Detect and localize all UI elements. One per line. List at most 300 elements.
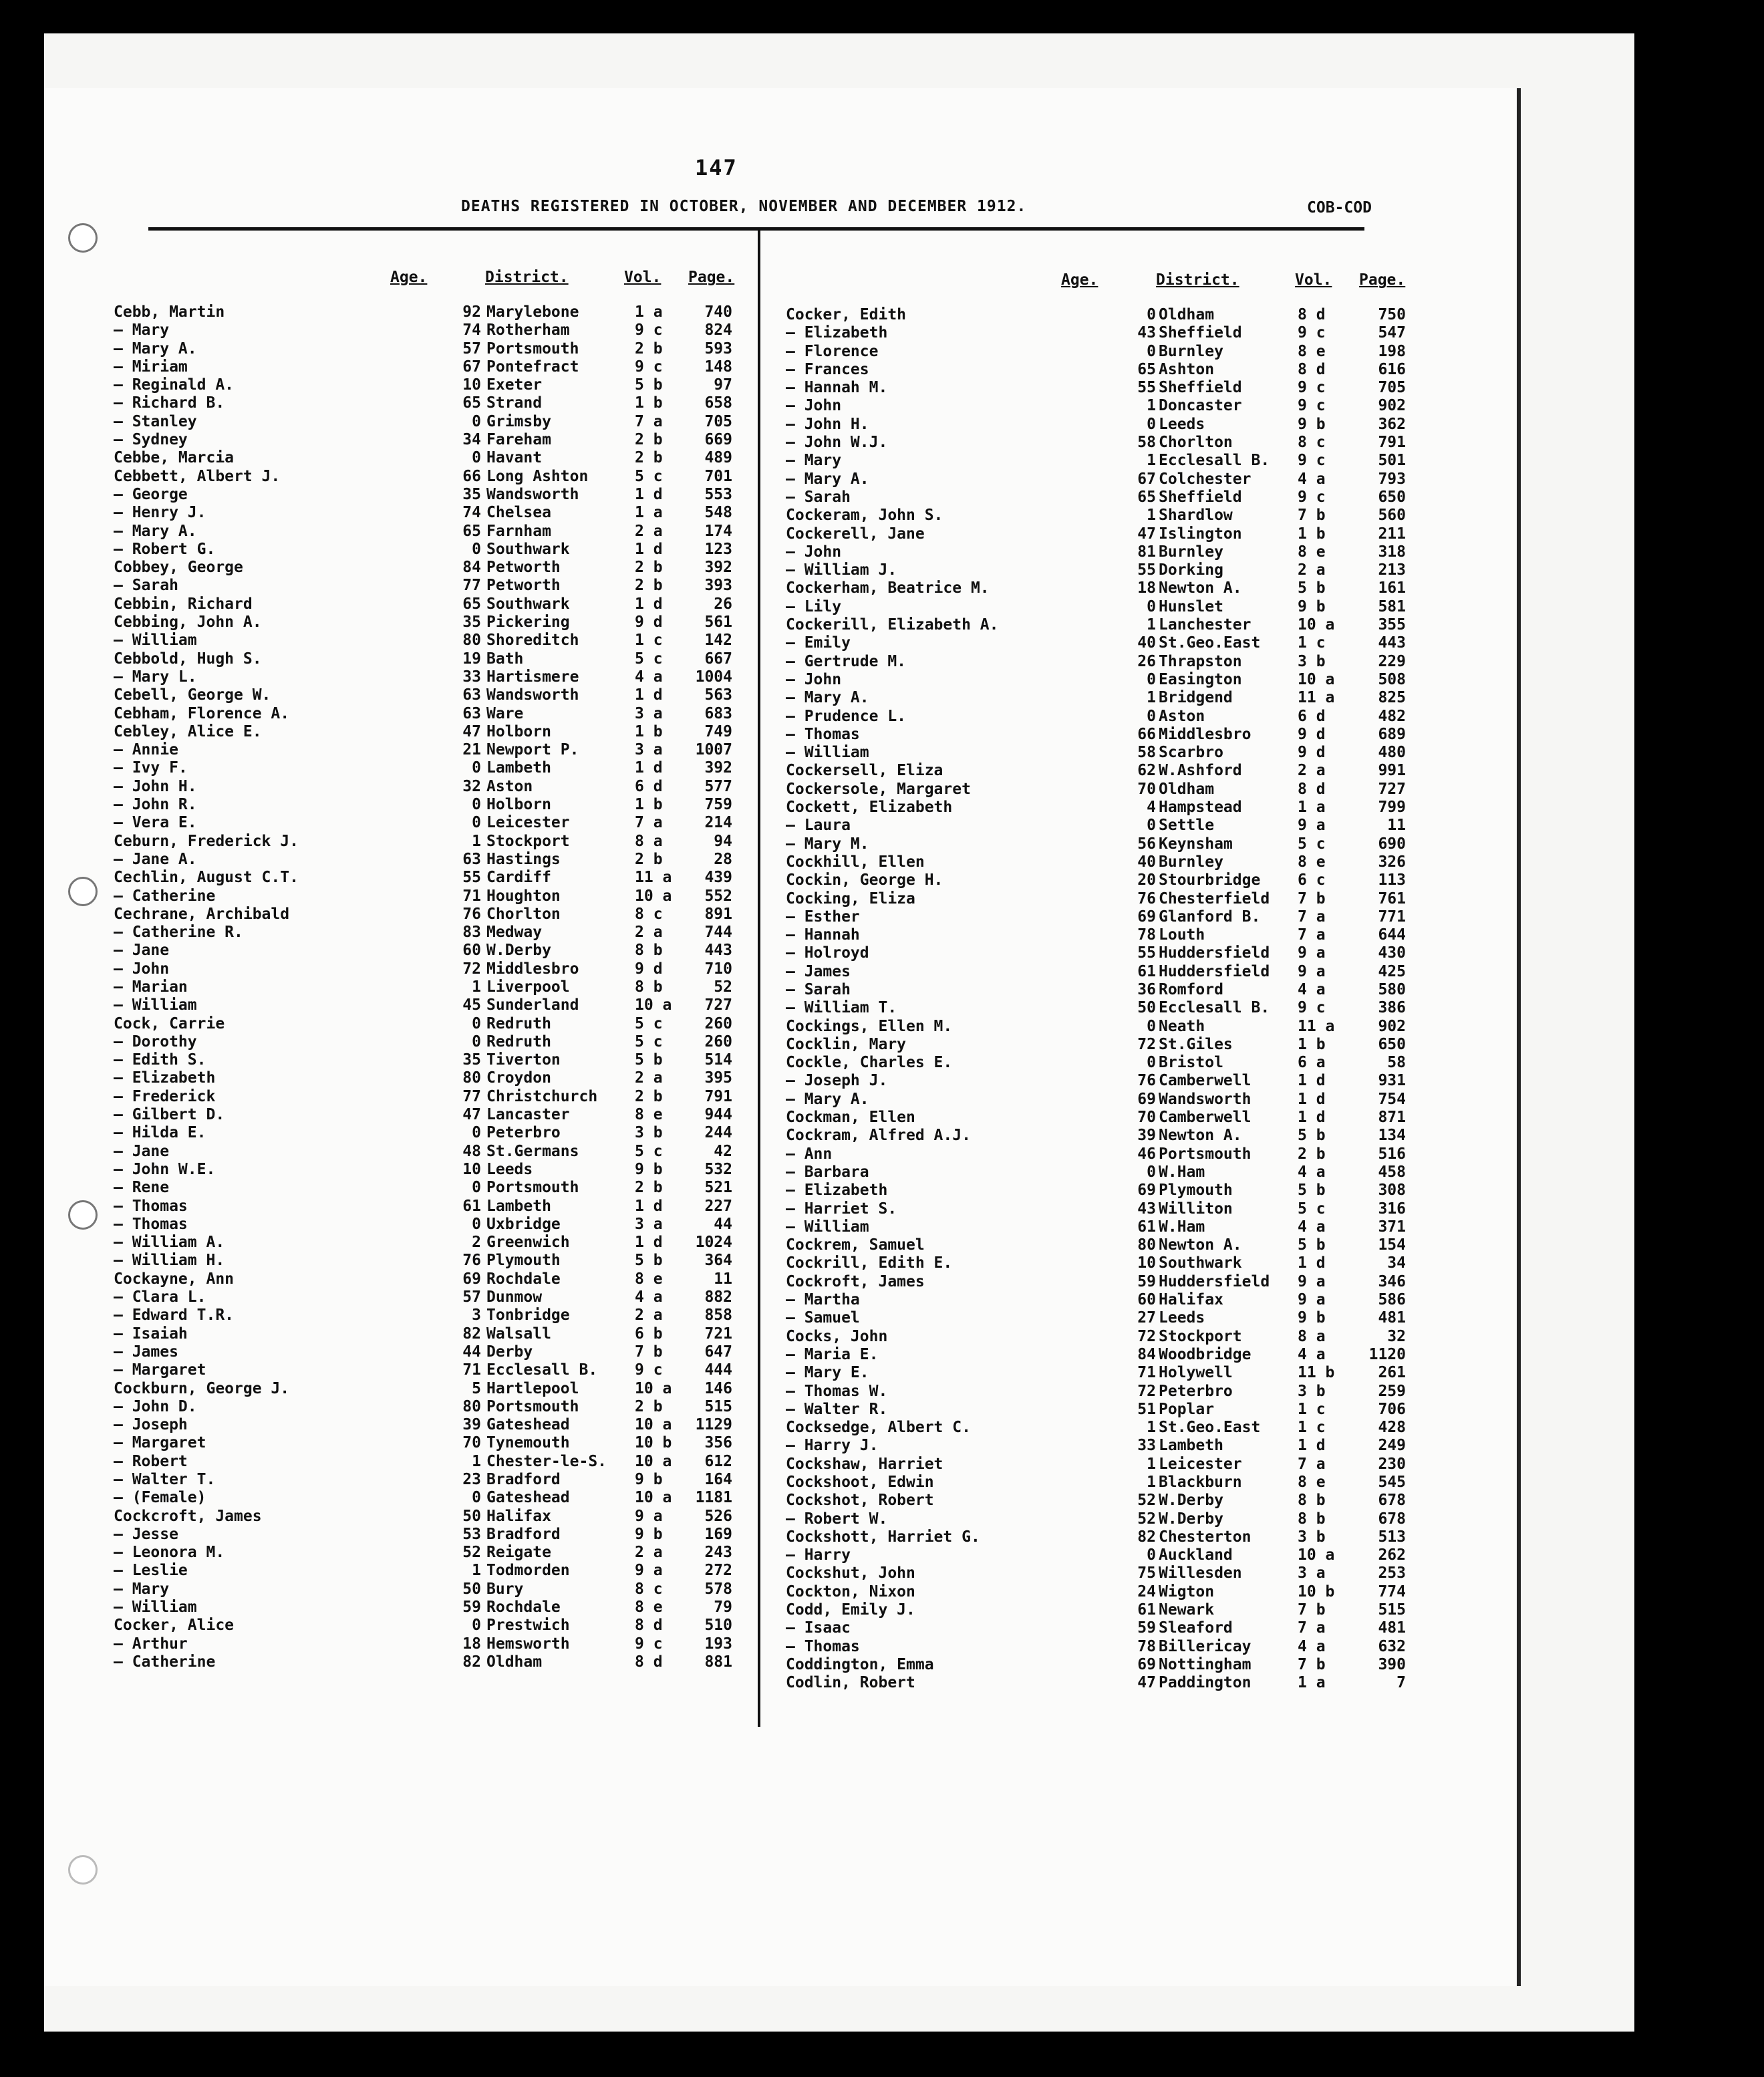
table-row [114, 887, 755, 906]
entry-age: 0 [1147, 817, 1156, 835]
table-row [114, 613, 755, 632]
table-row [114, 1325, 755, 1343]
entry-page: 443 [704, 942, 732, 960]
entry-vol: 1 d [635, 759, 663, 777]
table-row [786, 781, 1427, 799]
punch-hole-icon [68, 1855, 98, 1885]
entry-district: W.Derby [1159, 1510, 1223, 1528]
entry-district: Ashton [1159, 360, 1215, 378]
entry-age: 56 [1137, 835, 1156, 853]
entry-name: Cebbold, Hugh S. [114, 650, 262, 668]
entry-age: 1 [1147, 616, 1156, 634]
entry-district: Lambeth [1159, 1437, 1223, 1455]
entry-age: 43 [1137, 1200, 1156, 1218]
entry-page: 346 [1378, 1272, 1406, 1290]
entry-age: 47 [1137, 1674, 1156, 1692]
entry-vol: 10 a [635, 887, 672, 905]
entry-vol: 6 c [1298, 871, 1326, 889]
entry-vol: 9 c [635, 321, 663, 339]
entry-age: 71 [462, 1361, 481, 1379]
entry-age: 82 [1137, 1528, 1156, 1546]
entry-page: 425 [1378, 962, 1406, 980]
entry-age: 66 [462, 467, 481, 485]
table-row [786, 708, 1427, 726]
entry-district: Huddersfield [1159, 944, 1270, 962]
entry-name: Cockeram, John S. [786, 507, 943, 525]
table-row [114, 1051, 755, 1069]
entry-age: 69 [1137, 1655, 1156, 1673]
entry-vol: 1 d [1298, 1254, 1326, 1272]
table-row [114, 686, 755, 704]
entry-name: — Jesse [114, 1525, 178, 1543]
entry-page: 244 [704, 1124, 732, 1142]
entry-name: — Dorothy [114, 1032, 197, 1051]
table-row [786, 1656, 1427, 1674]
entry-name: — Hannah [786, 926, 860, 944]
entry-age: 65 [1137, 360, 1156, 378]
table-row [114, 595, 755, 613]
entry-district: Stockport [1159, 1327, 1242, 1345]
entry-name: — Hannah M. [786, 379, 888, 397]
entry-page: 79 [714, 1599, 732, 1617]
entry-page: 154 [1378, 1236, 1406, 1254]
entry-page: 508 [1378, 670, 1406, 688]
entry-name: — Emily [786, 634, 851, 652]
entry-age: 40 [1137, 853, 1156, 871]
page-header: Page. [1359, 271, 1406, 289]
entry-name: — Sarah [786, 980, 851, 998]
entry-age: 84 [1137, 1345, 1156, 1363]
entry-vol: 1 d [635, 1234, 663, 1252]
entry-age: 35 [462, 613, 481, 632]
entry-name: — Catherine R. [114, 924, 243, 942]
table-row [786, 1546, 1427, 1564]
entry-vol: 1 a [1298, 1674, 1326, 1692]
entry-name: Cocklin, Mary [786, 1035, 907, 1053]
entry-vol: 9 d [635, 613, 663, 632]
entry-name: — Mary [114, 321, 170, 339]
entry-age: 83 [462, 924, 481, 942]
entry-name: — Thomas [786, 1637, 860, 1655]
entry-age: 0 [472, 1032, 481, 1051]
entry-name: Cebbett, Albert J. [114, 467, 281, 485]
entry-district: Leicester [486, 814, 570, 832]
table-row [114, 960, 755, 978]
entry-district: W.Ham [1159, 1218, 1205, 1236]
entry-vol: 9 b [1298, 597, 1326, 615]
entry-vol: 9 b [1298, 415, 1326, 433]
entry-page: 669 [704, 431, 732, 449]
table-row [114, 1562, 755, 1580]
entry-name: Cebbin, Richard [114, 595, 253, 613]
entry-district: Chester-le-S. [486, 1452, 607, 1470]
table-row [114, 851, 755, 869]
entry-vol: 8 b [635, 942, 663, 960]
entry-district: Tonbridge [486, 1306, 570, 1325]
entry-district: Wandsworth [1159, 1090, 1252, 1108]
table-row [786, 1291, 1427, 1309]
entry-age: 70 [1137, 780, 1156, 798]
entry-age: 18 [1137, 579, 1156, 597]
table-row [786, 871, 1427, 889]
entry-age: 59 [1137, 1272, 1156, 1290]
entry-page: 881 [704, 1653, 732, 1671]
table-row [114, 1471, 755, 1489]
entry-page: 689 [1378, 725, 1406, 743]
entry-name: Cocker, Edith [786, 306, 907, 323]
entry-age: 55 [1137, 379, 1156, 397]
entry-district: Leeds [1159, 415, 1205, 433]
entry-age: 81 [1137, 543, 1156, 561]
entry-page: 721 [704, 1325, 732, 1343]
entry-name: Codlin, Robert [786, 1674, 915, 1692]
entry-age: 0 [472, 1489, 481, 1507]
entry-name: Cocksedge, Albert C. [786, 1419, 971, 1437]
entry-district: Hemsworth [486, 1635, 570, 1653]
entry-name: — John [786, 670, 842, 688]
entry-name: — Robert G. [114, 540, 216, 558]
entry-district: Huddersfield [1159, 1272, 1270, 1290]
entry-district: Bath [486, 650, 524, 668]
entry-district: Grimsby [486, 412, 551, 430]
entry-age: 69 [1137, 1090, 1156, 1108]
entry-name: — Barbara [786, 1163, 869, 1181]
entry-age: 52 [462, 1544, 481, 1562]
entry-page: 430 [1378, 944, 1406, 962]
entry-page: 229 [1378, 652, 1406, 670]
entry-vol: 2 b [635, 431, 663, 449]
entry-vol: 1 a [635, 504, 663, 522]
entry-page: 710 [704, 960, 732, 978]
entry-district: Oldham [1159, 780, 1215, 798]
entry-vol: 1 c [1298, 1419, 1326, 1437]
table-row [114, 759, 755, 777]
table-row [114, 1088, 755, 1106]
entry-age: 10 [462, 1160, 481, 1178]
entry-age: 51 [1137, 1400, 1156, 1418]
entry-vol: 11 b [1298, 1364, 1335, 1382]
entry-vol: 2 b [1298, 1145, 1326, 1163]
entry-page: 44 [714, 1215, 732, 1233]
table-row [114, 559, 755, 577]
entry-district: Peterbro [486, 1124, 561, 1142]
entry-district: Middlesbro [486, 960, 579, 978]
entry-age: 19 [462, 650, 481, 668]
table-row [114, 1106, 755, 1124]
entry-page: 148 [704, 358, 732, 376]
table-row [786, 908, 1427, 926]
table-row [114, 1434, 755, 1452]
entry-district: Holborn [486, 796, 551, 814]
table-row [114, 869, 755, 887]
table-row [786, 1018, 1427, 1036]
table-row [114, 1416, 755, 1434]
entry-vol: 2 b [635, 850, 663, 868]
table-row [114, 632, 755, 650]
entry-page: 612 [704, 1452, 732, 1470]
entry-vol: 5 b [1298, 1182, 1326, 1200]
entry-age: 52 [1137, 1510, 1156, 1528]
header-rule [148, 227, 1364, 231]
entry-vol: 9 a [635, 1562, 663, 1580]
entry-age: 46 [1137, 1145, 1156, 1163]
table-row [786, 817, 1427, 835]
entry-page: 774 [1378, 1582, 1406, 1601]
entry-age: 27 [1137, 1309, 1156, 1327]
entry-vol: 1 d [1298, 1090, 1326, 1108]
entry-page: 439 [704, 869, 732, 887]
entry-vol: 1 b [635, 722, 663, 740]
entry-vol: 1 b [635, 394, 663, 412]
entry-name: Cebham, Florence A. [114, 704, 290, 722]
entry-page: 26 [714, 595, 732, 613]
entry-age: 47 [462, 1106, 481, 1124]
entry-district: Pontefract [486, 358, 579, 376]
entry-district: Leicester [1159, 1455, 1242, 1473]
table-row [114, 1306, 755, 1325]
entry-age: 65 [462, 595, 481, 613]
entry-vol: 11 a [1298, 689, 1335, 707]
entry-name: — Elizabeth [786, 324, 888, 342]
entry-district: Sunderland [486, 996, 579, 1014]
entry-name: Cebb, Martin [114, 303, 225, 321]
entry-age: 0 [1147, 1054, 1156, 1072]
entry-district: Portsmouth [486, 339, 579, 358]
entry-age: 0 [1147, 342, 1156, 360]
entry-age: 80 [462, 1397, 481, 1415]
table-row [114, 1489, 755, 1507]
entry-vol: 7 a [1298, 1619, 1326, 1637]
entry-page: 213 [1378, 561, 1406, 579]
entry-page: 991 [1378, 762, 1406, 780]
entry-name: — Maria E. [786, 1345, 879, 1363]
entry-name: — Harry J. [786, 1437, 879, 1455]
entry-age: 0 [1147, 707, 1156, 725]
entry-name: Cocking, Eliza [786, 889, 915, 908]
entry-name: — William [786, 744, 869, 762]
entry-district: Woodbridge [1159, 1345, 1252, 1363]
entry-name: — Frances [786, 360, 869, 378]
table-row [786, 525, 1427, 543]
entry-name: — Thomas W. [786, 1382, 888, 1400]
entry-district: Dorking [1159, 561, 1223, 579]
entry-page: 514 [704, 1051, 732, 1069]
entry-page: 123 [704, 540, 732, 558]
entry-name: — Mary A. [114, 339, 197, 358]
table-row [786, 1419, 1427, 1437]
entry-name: — Gertrude M. [786, 652, 907, 670]
entry-district: Bury [486, 1580, 524, 1598]
entry-name: — John W.J. [786, 434, 888, 452]
entry-name: — William T. [786, 999, 897, 1017]
entry-age: 2 [472, 1234, 481, 1252]
entry-vol: 5 b [1298, 579, 1326, 597]
entry-page: 593 [704, 339, 732, 358]
entry-name: — Miriam [114, 358, 188, 376]
table-row [114, 1635, 755, 1653]
table-row [114, 1380, 755, 1398]
entry-page: 793 [1378, 470, 1406, 488]
entry-page: 444 [704, 1361, 732, 1379]
table-row [114, 996, 755, 1014]
entry-age: 0 [472, 412, 481, 430]
table-row [114, 1526, 755, 1544]
entry-page: 94 [714, 832, 732, 850]
entry-page: 825 [1378, 689, 1406, 707]
table-row [786, 1254, 1427, 1272]
table-row [786, 1309, 1427, 1327]
entry-name: Codd, Emily J. [786, 1601, 915, 1619]
entry-age: 0 [1147, 1546, 1156, 1564]
entry-vol: 9 c [1298, 397, 1326, 415]
entry-name: Cockshoot, Edwin [786, 1474, 934, 1491]
entry-vol: 9 b [635, 1525, 663, 1543]
entry-page: 683 [704, 704, 732, 722]
entry-name: Cockett, Elizabeth [786, 799, 953, 817]
entry-vol: 2 b [635, 577, 663, 595]
entry-age: 33 [462, 668, 481, 686]
table-row [786, 616, 1427, 634]
entry-age: 76 [1137, 1072, 1156, 1090]
entry-name: Cebley, Alice E. [114, 722, 262, 740]
entry-district: Stockport [486, 832, 570, 850]
entry-age: 92 [462, 303, 481, 321]
table-row [786, 999, 1427, 1017]
entry-page: 392 [704, 759, 732, 777]
entry-page: 28 [714, 850, 732, 868]
entry-page: 744 [704, 924, 732, 942]
table-row [114, 468, 755, 486]
entry-district: Wandsworth [486, 485, 579, 503]
entry-district: Blackburn [1159, 1474, 1242, 1491]
entry-age: 48 [462, 1142, 481, 1160]
entry-district: Burnley [1159, 543, 1223, 561]
entry-page: 902 [1378, 397, 1406, 415]
entry-vol: 4 a [1298, 1637, 1326, 1655]
entry-page: 553 [704, 485, 732, 503]
entry-page: 754 [1378, 1090, 1406, 1108]
entry-district: Rotherham [486, 321, 570, 339]
table-row [786, 926, 1427, 944]
entry-vol: 3 b [1298, 652, 1326, 670]
entry-name: Coddington, Emma [786, 1655, 934, 1673]
table-row [786, 1474, 1427, 1492]
entry-name: — Margaret [114, 1434, 206, 1452]
entry-page: 134 [1378, 1127, 1406, 1145]
entry-vol: 9 c [635, 358, 663, 376]
entry-name: Cockshot, Robert [786, 1492, 934, 1510]
entry-page: 316 [1378, 1200, 1406, 1218]
entry-vol: 2 b [635, 339, 663, 358]
entry-age: 76 [462, 905, 481, 923]
entry-vol: 8 c [1298, 434, 1326, 452]
entry-name: — Leslie [114, 1562, 188, 1580]
entry-page: 1129 [695, 1416, 732, 1434]
entry-district: Middlesbro [1159, 725, 1252, 743]
entry-page: 355 [1378, 616, 1406, 634]
entry-vol: 1 b [1298, 525, 1326, 543]
entry-age: 58 [1137, 434, 1156, 452]
entry-page: 650 [1378, 488, 1406, 506]
entry-district: Billericay [1159, 1637, 1252, 1655]
entry-name: — Martha [786, 1291, 860, 1309]
entry-age: 1 [472, 1562, 481, 1580]
table-row [114, 1599, 755, 1617]
entry-name: Cebell, George W. [114, 686, 271, 704]
entry-district: Glanford B. [1159, 908, 1261, 926]
entry-page: 580 [1378, 980, 1406, 998]
entry-name: — William [786, 1218, 869, 1236]
entry-page: 214 [704, 814, 732, 832]
entry-age: 1 [1147, 507, 1156, 525]
entry-page: 791 [704, 1087, 732, 1105]
entry-vol: 8 e [635, 1599, 663, 1617]
entry-page: 97 [714, 376, 732, 394]
entry-vol: 10 b [635, 1434, 672, 1452]
entry-district: Rochdale [486, 1599, 561, 1617]
entry-district: Oldham [486, 1653, 543, 1671]
table-row [114, 1270, 755, 1288]
entry-page: 658 [704, 394, 732, 412]
table-row [786, 1036, 1427, 1054]
entry-page: 390 [1378, 1655, 1406, 1673]
entry-age: 0 [472, 1617, 481, 1635]
entry-district: Halifax [1159, 1291, 1223, 1309]
entry-page: 371 [1378, 1218, 1406, 1236]
table-row [114, 978, 755, 996]
entry-vol: 7 b [1298, 1601, 1326, 1619]
entry-vol: 9 b [635, 1160, 663, 1178]
entry-page: 515 [704, 1397, 732, 1415]
entry-name: Cebbe, Marcia [114, 449, 235, 467]
entry-page: 586 [1378, 1291, 1406, 1309]
entry-age: 0 [1147, 1163, 1156, 1181]
entry-vol: 3 a [635, 704, 663, 722]
entry-page: 1024 [695, 1234, 732, 1252]
entry-name: — Vera E. [114, 814, 197, 832]
table-row [786, 324, 1427, 342]
table-row [114, 577, 755, 595]
entry-vol: 10 a [635, 1489, 672, 1507]
entry-district: Greenwich [486, 1234, 570, 1252]
entry-name: — John [114, 960, 170, 978]
entry-vol: 4 a [1298, 980, 1326, 998]
entry-district: Hartismere [486, 668, 579, 686]
table-row [114, 340, 755, 358]
table-row [114, 541, 755, 559]
table-row [114, 723, 755, 741]
entry-name: Cockings, Ellen M. [786, 1017, 953, 1035]
entry-name: — Mary A. [786, 1090, 869, 1108]
entry-district: Newton A. [1159, 1236, 1242, 1254]
entry-district: Oldham [1159, 306, 1215, 323]
entry-district: Huddersfield [1159, 962, 1270, 980]
table-row [114, 1124, 755, 1142]
entry-name: — Elizabeth [114, 1069, 216, 1087]
entry-district: Reigate [486, 1544, 551, 1562]
table-row [786, 671, 1427, 689]
entry-vol: 7 a [1298, 1455, 1326, 1473]
entry-district: Sleaford [1159, 1619, 1233, 1637]
entry-name: — William A. [114, 1234, 225, 1252]
entry-vol: 9 d [635, 960, 663, 978]
entry-name: — Mary [114, 1580, 170, 1598]
entry-district: Colchester [1159, 470, 1252, 488]
entry-page: 481 [1378, 1309, 1406, 1327]
entry-vol: 4 a [1298, 1163, 1326, 1181]
entry-name: Cocks, John [786, 1327, 888, 1345]
entry-district: Hampstead [1159, 799, 1242, 817]
